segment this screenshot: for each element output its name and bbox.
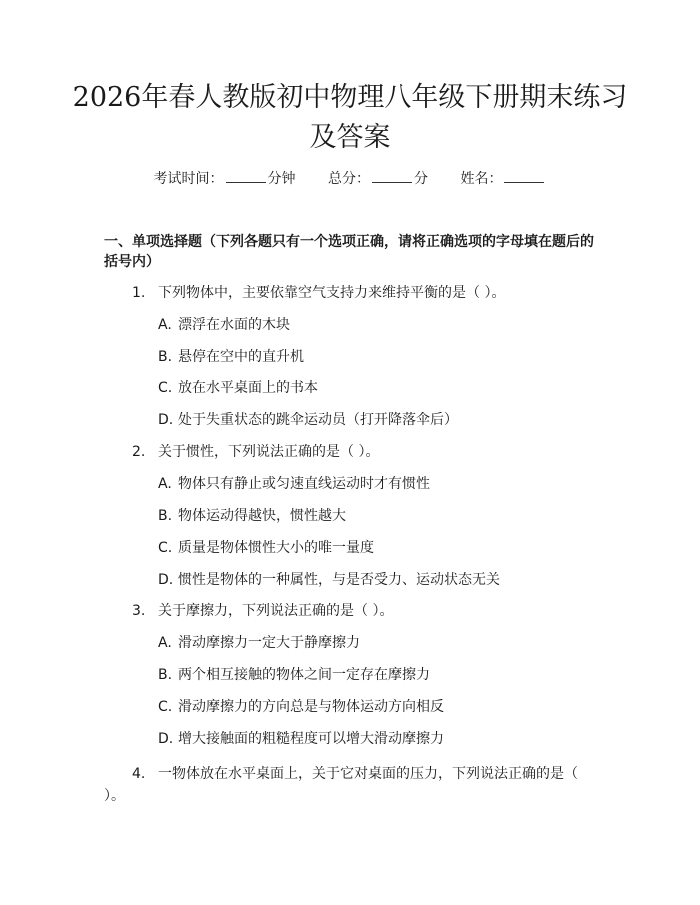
option-letter: C. bbox=[158, 540, 173, 556]
option-text: 物体运动得越快，惯性越大 bbox=[178, 508, 346, 524]
option-2a bbox=[158, 473, 430, 493]
option-letter: A. bbox=[158, 317, 172, 333]
question-2 bbox=[132, 441, 379, 461]
name-label: 姓名： bbox=[460, 171, 503, 187]
score-unit: 分 bbox=[414, 171, 428, 187]
score-blank bbox=[372, 170, 412, 183]
option-1c bbox=[158, 377, 318, 397]
option-2c bbox=[158, 537, 374, 557]
name-blank bbox=[504, 170, 544, 183]
option-letter: B. bbox=[158, 508, 173, 524]
question-text: 关于摩擦力，下列说法正确的是（ ）。 bbox=[158, 603, 394, 619]
question-4 bbox=[104, 763, 584, 807]
option-text: 惯性是物体的一种属性，与是否受力、运动状态无关 bbox=[178, 572, 500, 588]
question-number: 2. bbox=[132, 444, 146, 460]
option-text: 增大接触面的粗糙程度可以增大滑动摩擦力 bbox=[178, 731, 444, 747]
option-letter: C. bbox=[158, 380, 173, 396]
option-3d bbox=[158, 728, 444, 748]
option-text: 悬停在空中的直升机 bbox=[178, 349, 304, 365]
option-1a bbox=[158, 314, 290, 334]
question-text: 下列物体中，主要依靠空气支持力来维持平衡的是（ ）。 bbox=[158, 285, 506, 301]
option-letter: A. bbox=[158, 476, 172, 492]
question-3 bbox=[132, 600, 393, 620]
option-letter: C. bbox=[158, 699, 173, 715]
score-label: 总分： bbox=[328, 171, 370, 187]
option-text: 放在水平桌面上的书本 bbox=[178, 380, 318, 396]
option-letter: D. bbox=[158, 731, 174, 747]
section-heading: 一、单项选择题（下列各题只有一个选项正确，请将正确选项的字母填在题后的括号内） bbox=[104, 234, 594, 270]
page-title: 2026年春人教版初中物理八年级下册期末练习及答案 bbox=[72, 82, 628, 153]
option-3b bbox=[158, 664, 430, 684]
question-1 bbox=[132, 282, 505, 302]
question-text: 关于惯性，下列说法正确的是（ ）。 bbox=[158, 444, 380, 460]
time-label: 考试时间： bbox=[153, 171, 224, 187]
option-3c bbox=[158, 696, 444, 716]
option-1b bbox=[158, 346, 304, 366]
option-2b bbox=[158, 505, 346, 525]
option-text: 两个相互接触的物体之间一定存在摩擦力 bbox=[178, 667, 430, 683]
exam-score bbox=[328, 168, 428, 188]
option-letter: D. bbox=[158, 412, 174, 428]
option-text: 漂浮在水面的木块 bbox=[178, 317, 290, 333]
option-text: 滑动摩擦力的方向总是与物体运动方向相反 bbox=[178, 699, 444, 715]
option-letter: B. bbox=[158, 349, 173, 365]
option-text: 质量是物体惯性大小的唯一量度 bbox=[178, 540, 374, 556]
exam-time bbox=[154, 168, 296, 188]
question-number: 1. bbox=[132, 285, 146, 301]
option-2d bbox=[158, 569, 500, 589]
option-letter: D. bbox=[158, 572, 174, 588]
exam-meta bbox=[0, 168, 700, 188]
option-1d bbox=[158, 409, 458, 429]
question-number: 4. bbox=[132, 766, 146, 782]
exam-name bbox=[460, 168, 546, 188]
time-blank bbox=[226, 170, 266, 183]
option-text: 处于失重状态的跳伞运动员（打开降落伞后） bbox=[178, 412, 458, 428]
option-3a bbox=[158, 632, 360, 652]
option-letter: B. bbox=[158, 667, 173, 683]
question-number: 3. bbox=[132, 603, 146, 619]
option-text: 滑动摩擦力一定大于静摩擦力 bbox=[178, 635, 360, 651]
option-letter: A. bbox=[158, 635, 172, 651]
question-text: 一物体放在水平桌面上，关于它对桌面的压力，下列说法正确的是（ ）。 bbox=[104, 766, 578, 804]
option-text: 物体只有静止或匀速直线运动时才有惯性 bbox=[178, 476, 430, 492]
time-unit: 分钟 bbox=[267, 171, 296, 187]
